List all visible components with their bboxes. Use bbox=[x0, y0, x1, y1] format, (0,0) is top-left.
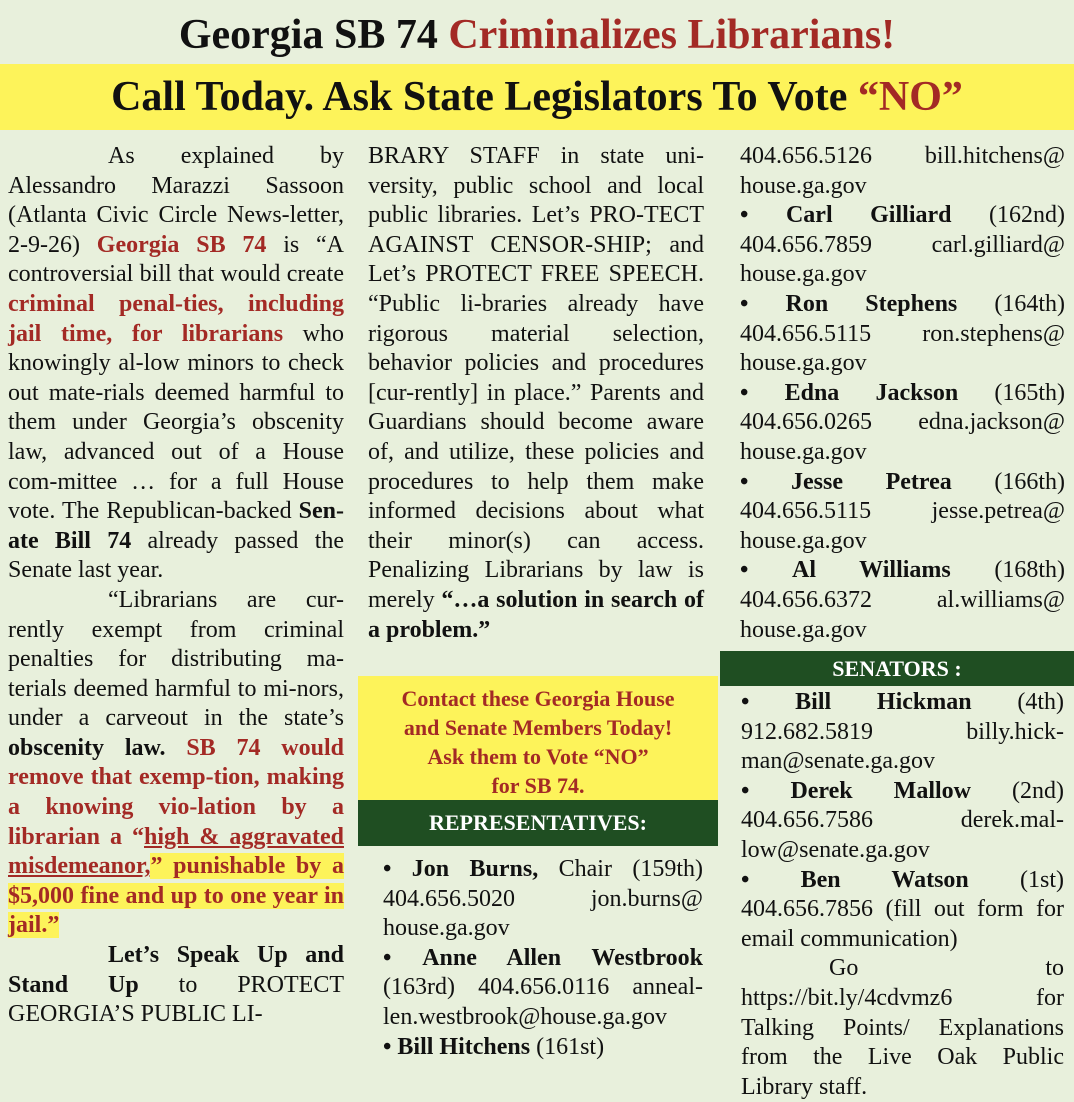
column-3 bbox=[740, 142, 1065, 645]
rep-entry: • Anne Allen Westbrook (163rd) 404.656.0116 anneal-len.westbrook@house.ga.gov bbox=[383, 944, 703, 1030]
rep-entry: • Ron Stephens (164th) 404.656.5115 ron.stephens@ house.ga.gov bbox=[740, 290, 1065, 377]
banner-part2: “NO” bbox=[857, 74, 963, 120]
rep-email-link[interactable]: jon.burns@ house.ga.gov bbox=[383, 885, 703, 942]
paragraph-3: Let’s Speak Up and Stand Up to PROTECT GEORGIA’S PUBLIC LI- bbox=[8, 942, 345, 1028]
representatives-list bbox=[383, 855, 703, 1062]
sen-entry: • Derek Mallow (2nd) 404.656.7586 derek.mal-low@senate.ga.gov bbox=[741, 777, 1065, 863]
paragraph-4: BRARY STAFF in state uni-versity, public school and local public libraries. Let’s PRO-TECT AGAINST CENSOR-SHIP; and Let’s PROTECT FREE SPEECH. “Public li-braries already have rigorous material selection, behavior policies and procedures [cur-rently] in place.” Parents and Guardians should become aware of, and utilize, these policies and procedures to help them make informed decisions about what their minor(s) can access. Penalizing Librarians by law is merely “…a solution in search of a problem.” bbox=[368, 143, 704, 643]
rep-entry: • Jon Burns, Chair (159th) 404.656.5020 jon.burns@ house.ga.gov bbox=[383, 856, 703, 942]
rep-email-link[interactable]: al.williams@ house.ga.gov bbox=[740, 586, 1065, 643]
rep-email-link[interactable]: jesse.petrea@ house.ga.gov bbox=[740, 498, 1065, 554]
paragraph-1: As explained by Alessandro Marazzi Sassoon (Atlanta Civic Circle News-letter, 2-9-26) Georgia SB 74 is “A controversial bill that would create criminal penal-ties, including jail time, for librarians who knowingly al-low minors to check out mate-rials deemed harmful to them under Georgia’s obscenity law, advanced out of a House com-mittee … for a full House vote. The Republican-backed Sen-ate Bill 74 already passed the Senate last year. bbox=[8, 143, 345, 584]
rep-entry: • Bill Hitchens (161st) bbox=[383, 1033, 605, 1060]
closing-paragraph: Go to https://bit.ly/4cdvmz6 for Talking Points/ Explanations from the Live Oak Public Library staff. bbox=[741, 955, 1064, 1100]
contact-callout: Contact these Georgia House and Senate Members Today! Ask them to Vote “NO” for SB 74. bbox=[358, 676, 718, 800]
rep-entry-continued: 404.656.5126 bill.hitchens@ house.ga.gov bbox=[740, 143, 1065, 199]
senators-header: SENATORS : bbox=[720, 651, 1074, 686]
rep-email-link[interactable]: anneal-len.westbrook@house.ga.gov bbox=[383, 974, 703, 1030]
senators-list bbox=[741, 688, 1064, 1102]
column-2 bbox=[368, 142, 704, 645]
banner-part1: Call Today. Ask State Legislators To Vote bbox=[111, 74, 858, 120]
call-banner bbox=[0, 64, 1074, 130]
rep-entry: • Jesse Petrea (166th) 404.656.5115 jesse.petrea@ house.ga.gov bbox=[740, 468, 1065, 554]
sen-email-link[interactable]: billy.hick-man@senate.ga.gov bbox=[741, 718, 1064, 775]
column-1 bbox=[8, 142, 344, 1030]
sen-entry: • Bill Hickman (4th) 912.682.5819 billy.hick-man@senate.ga.gov bbox=[741, 689, 1064, 775]
page-title bbox=[0, 0, 1074, 64]
title-part1: Georgia SB 74 bbox=[178, 12, 449, 58]
representatives-header: REPRESENTATIVES: bbox=[358, 800, 718, 846]
sen-entry: • Ben Watson (1st) 404.656.7856 (fill out form for email communication) bbox=[741, 866, 1065, 952]
rep-entry: • Edna Jackson (165th) 404.656.0265 edna.jackson@ house.ga.gov bbox=[740, 379, 1066, 465]
rep-email-link[interactable]: edna.jackson@ house.ga.gov bbox=[740, 409, 1065, 465]
rep-email-link[interactable]: carl.gilliard@ house.ga.gov bbox=[740, 231, 1065, 288]
paragraph-2: “Librarians are cur-rently exempt from criminal penalties for distributing ma-terials deemed harmful to mi-nors, under a carveout in the state’s obscenity law. SB 74 would remove that exemp-tion, making a knowing vio-lation by a librarian a “high & aggravated misdemeanor,” punishable by a $5,000 fine and up to one year in jail.” bbox=[8, 586, 344, 939]
sen-email-link[interactable]: derek.mal-low@senate.ga.gov bbox=[741, 807, 1064, 863]
rep-entry: • Al Williams (168th) 404.656.6372 al.williams@ house.ga.gov bbox=[740, 557, 1066, 643]
rep-email-link[interactable]: ron.stephens@ house.ga.gov bbox=[740, 320, 1065, 377]
title-part2: Criminalizes Librarians! bbox=[448, 12, 896, 58]
rep-email-link[interactable]: bill.hitchens@ house.ga.gov bbox=[740, 143, 1065, 199]
rep-entry: • Carl Gilliard (162nd) 404.656.7859 carl.gilliard@ house.ga.gov bbox=[740, 202, 1066, 288]
